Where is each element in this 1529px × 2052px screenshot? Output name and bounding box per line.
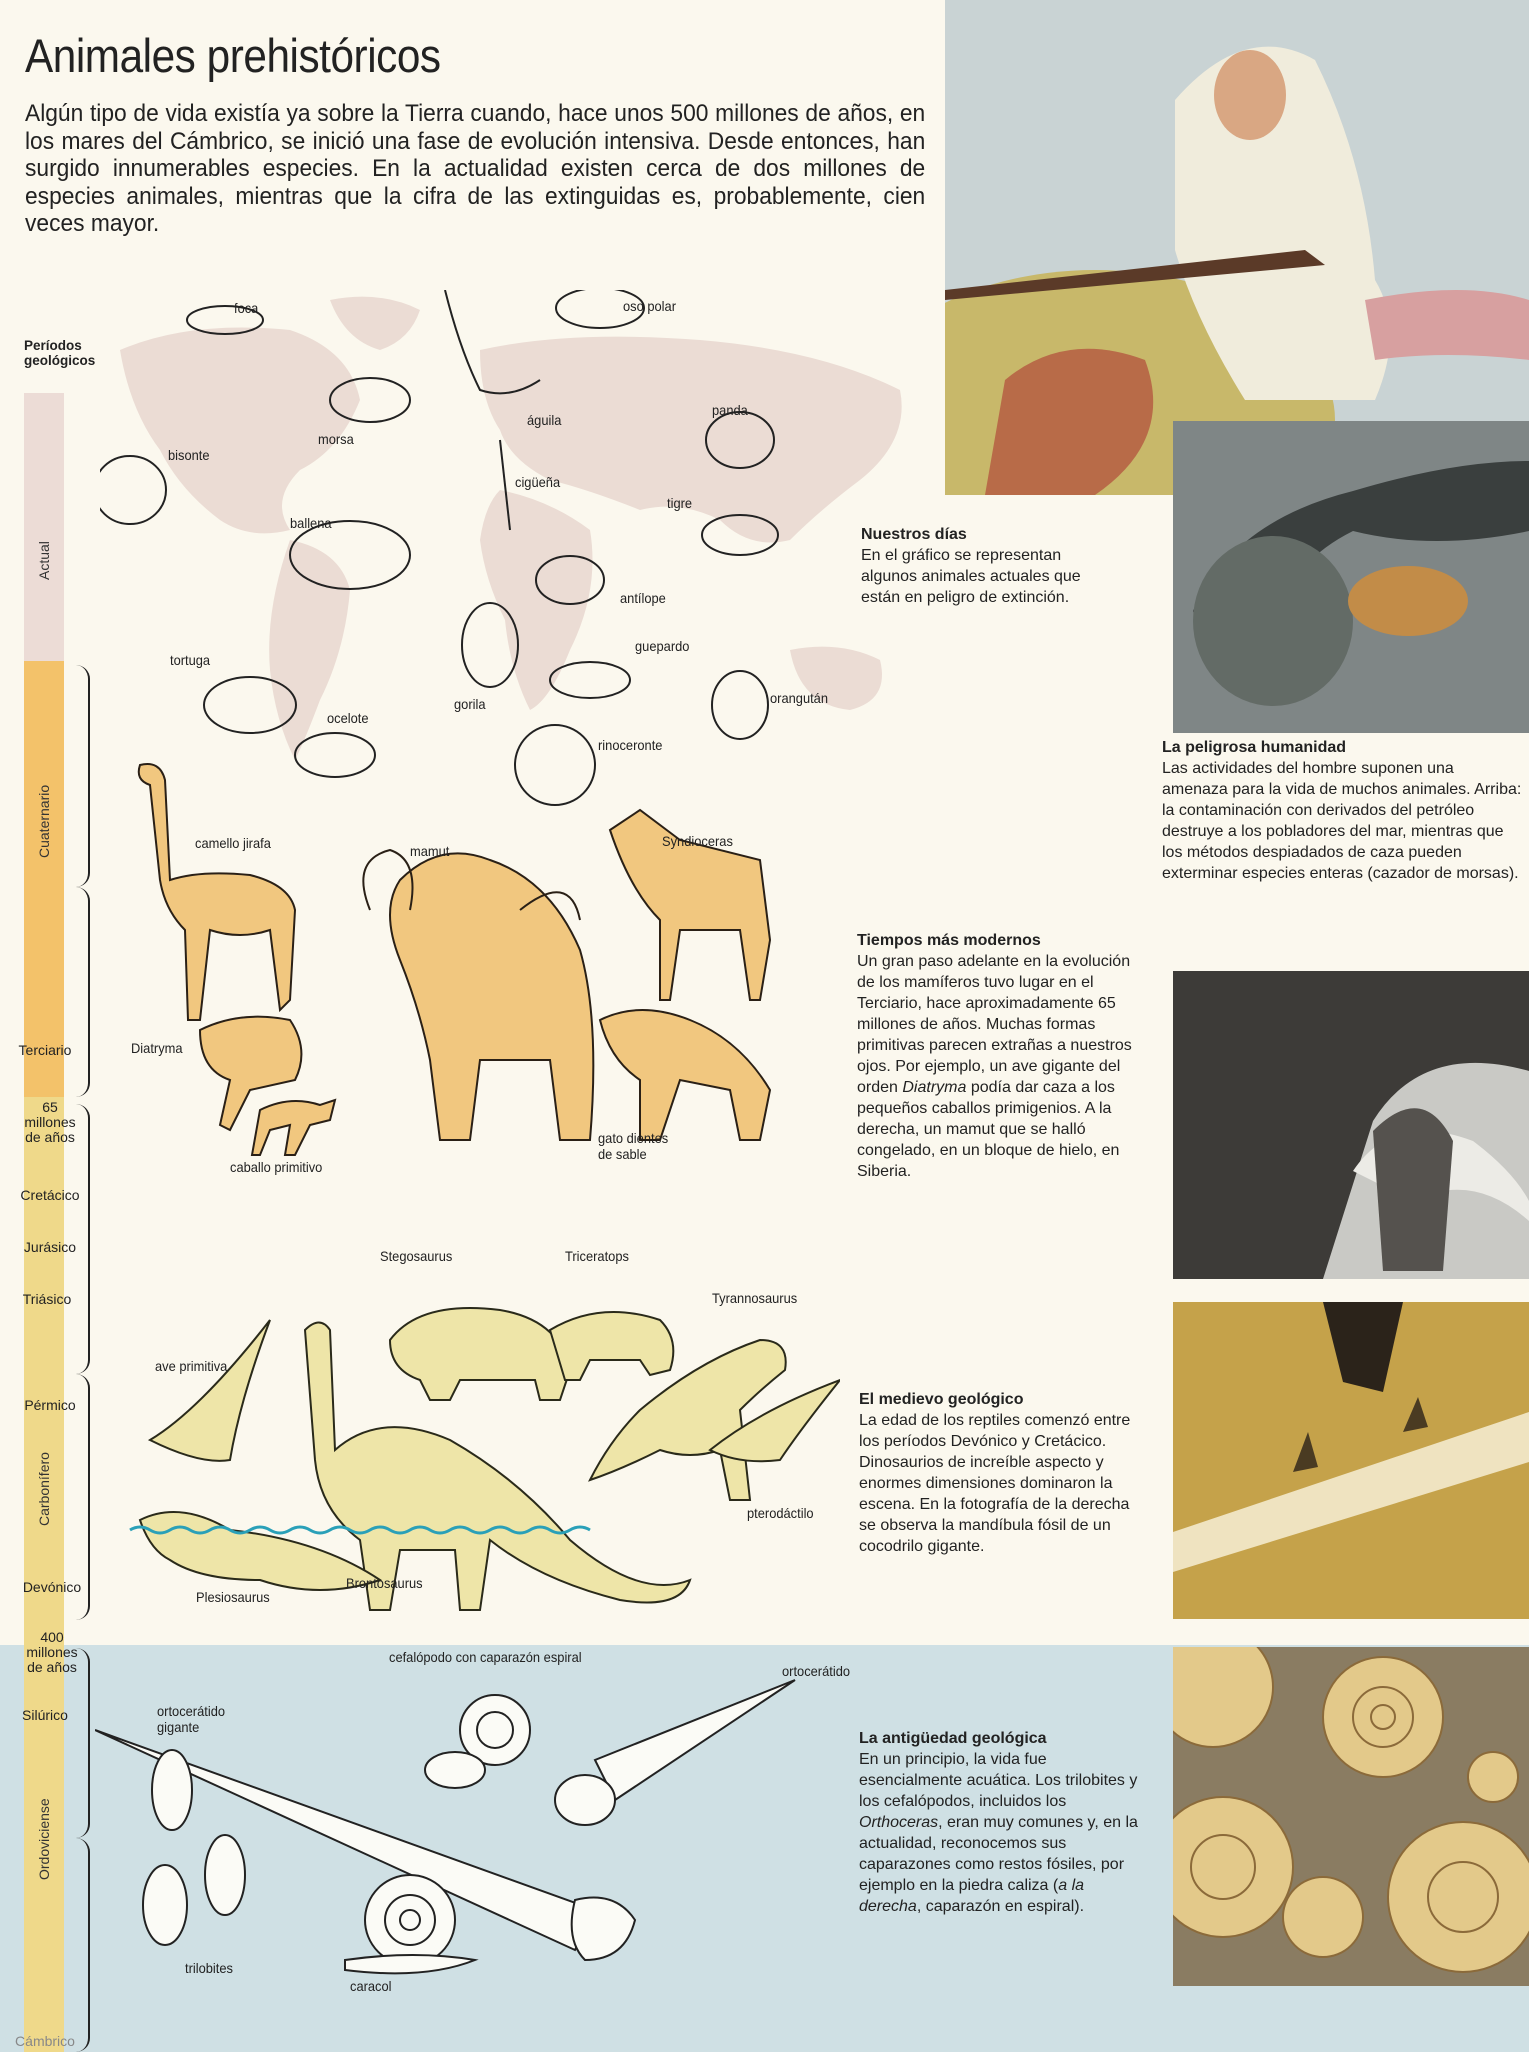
caption-medievo-geologico: [859, 1389, 1149, 1557]
label-brontosaurus: Brontosaurus: [346, 1575, 423, 1591]
brace-cuaternario-bottom: [76, 887, 90, 1097]
photo-ammonite-fossils: [1173, 1647, 1529, 1986]
photo-crocodile-jaw: [1173, 1302, 1529, 1619]
caption-heading: La peligrosa humanidad: [1162, 739, 1347, 756]
label-tyrannosaurus: Tyrannosaurus: [712, 1290, 798, 1306]
period-ordoviciense: Ordoviciense: [36, 1798, 52, 1880]
label-morsa: morsa: [318, 431, 354, 447]
period-terciario: Terciario: [18, 1042, 72, 1058]
world-map-illustration: [100, 290, 920, 810]
label-aguila: águila: [527, 412, 562, 428]
label-plesiosaurus: Plesiosaurus: [196, 1589, 270, 1605]
dinosaurs-illustration: [120, 1280, 840, 1620]
period-devonico: Devónico: [22, 1579, 82, 1595]
label-ciguena: cigüeña: [515, 474, 561, 490]
label-tortuga: tortuga: [170, 652, 211, 668]
intro-paragraph: Algún tipo de vida existía ya sobre la Tierra cuando, hace unos 500 millones de años, en los mares del Cámbrico, se inició una fase de evolución intensiva. Desde entonces, han surgido innumerables especies. En la actualidad existen cerca de dos millones de especies animales, mientras que la cifra de las extinguidas es, probablemente, cien veces mayor.: [25, 100, 926, 237]
label-pterodactilo: pterodáctilo: [747, 1505, 814, 1521]
label-ballena: ballena: [290, 515, 332, 531]
label-gorila: gorila: [454, 696, 486, 712]
label-guepardo: guepardo: [635, 638, 690, 654]
caption-heading: Nuestros días: [861, 526, 967, 543]
label-rinoceronte: rinoceronte: [598, 737, 663, 753]
period-actual: Actual: [36, 541, 52, 580]
label-foca: foca: [234, 300, 259, 316]
label-ortoceratido-gigante: ortocerátido gigante: [157, 1703, 226, 1735]
marker-65-ma: 65 millones de años: [24, 1099, 76, 1145]
caption-tiempos-modernos: Tiempos más modernos Un gran paso adelante en la evolución de los mamíferos tuvo lugar en el Terciario, hace aproximadamente 65 millones de años. Muchas formas primitivas parecen extrañas a nuestros ojos. Por ejemplo, un ave gigante del orden Diatryma podía dar caza a los pequeños caballos primigenios. A la derecha, un mamut que se halló congelado, en un bloque de hielo, en Siberia.: [857, 930, 1147, 1182]
label-mamut: mamut: [410, 843, 450, 859]
label-antilope: antílope: [620, 590, 666, 606]
label-oso-polar: oso polar: [623, 298, 676, 314]
label-camello-jirafa: camello jirafa: [195, 835, 271, 851]
label-triceratops: Triceratops: [565, 1248, 629, 1264]
period-cretacico: Cretácico: [20, 1187, 80, 1203]
brace-mesozoic-bottom: [76, 1374, 90, 1620]
period-jurasico: Jurásico: [23, 1239, 77, 1255]
caption-body: La edad de los reptiles comenzó entre los períodos Devónico y Cretácico. Dinosaurios de increíble aspecto y enormes dimensiones dominaron la escena. En la fotografía de la derecha se observa la mandíbula fósil de un cocodrilo gigante.: [859, 1412, 1131, 1555]
period-silurico: Silúrico: [22, 1707, 68, 1723]
photo-frozen-mammoth: [1173, 971, 1529, 1279]
label-syndioceras: Syndioceras: [662, 833, 733, 849]
label-tigre: tigre: [667, 495, 693, 511]
label-ave-primitiva: ave primitiva: [155, 1358, 228, 1374]
caption-body: Las actividades del hombre suponen una amenaza para la vida de muchos animales. Arriba: la contaminación con derivados del petróleo destruye a los pobladores del mar, mientras que los métodos despiadados de caza pueden exterminar especies enteras (cazador de morsas).: [1162, 760, 1522, 882]
period-triasico: Triásico: [22, 1291, 72, 1307]
marker-400-ma: 400 millones de años: [26, 1629, 78, 1675]
brace-mesozoic-top: [76, 1104, 90, 1374]
tertiary-mammals-illustration: [120, 760, 820, 1180]
label-trilobites: trilobites: [185, 1960, 233, 1976]
caption-body: En el gráfico se representan algunos animales actuales que están en peligro de extinción.: [861, 547, 1081, 606]
brace-paleozoic-top: [76, 1648, 90, 1838]
period-cambrico: Cámbrico: [15, 2033, 75, 2049]
label-ocelote: ocelote: [327, 710, 369, 726]
photo-oil-pollution: [1173, 421, 1529, 733]
caption-peligrosa-humanidad: [1162, 737, 1522, 884]
label-orangutan: orangután: [770, 690, 829, 706]
caption-heading: El medievo geológico: [859, 1391, 1024, 1408]
brace-cuaternario-top: [76, 665, 90, 887]
label-stegosaurus: Stegosaurus: [380, 1248, 453, 1264]
label-caballo-primitivo: caballo primitivo: [230, 1159, 323, 1175]
caption-nuestros-dias: [861, 524, 1121, 608]
period-carbonifero: Carbonífero: [36, 1452, 52, 1526]
period-cuaternario: Cuaternario: [36, 784, 52, 858]
label-bisonte: bisonte: [168, 447, 210, 463]
caption-antiguedad-geologica: La antigüedad geológica En un principio, la vida fue esencialmente acuática. Los trilobites y los cefalópodos, incluidos los Orthoceras, eran muy comunes y, en la actualidad, reconocemos sus caparazones como restos fósiles, por ejemplo en la piedra caliza (a la derecha, caparazón en espiral).: [859, 1728, 1149, 1917]
brace-paleozoic-bottom: [76, 1838, 90, 2052]
label-cefalopodo-espiral: cefalópodo con caparazón espiral: [389, 1649, 582, 1665]
page-title: Animales prehistóricos: [25, 29, 441, 82]
timeline-band-actual: [24, 393, 64, 661]
label-gato-dientes-de-sable: gato dientes de sable: [598, 1130, 669, 1162]
label-diatryma: Diatryma: [131, 1040, 183, 1056]
label-caracol: caracol: [350, 1978, 392, 1994]
label-ortoceratido: ortocerátido: [782, 1663, 851, 1679]
caption-heading: La antigüedad geológica: [859, 1730, 1047, 1747]
label-panda: panda: [712, 402, 748, 418]
period-permico: Pérmico: [24, 1397, 76, 1413]
timeline-band-cuaternario-terciario: [24, 661, 64, 1097]
caption-heading: Tiempos más modernos: [857, 932, 1041, 949]
timeline-heading: Períodos geológicos: [24, 338, 96, 368]
